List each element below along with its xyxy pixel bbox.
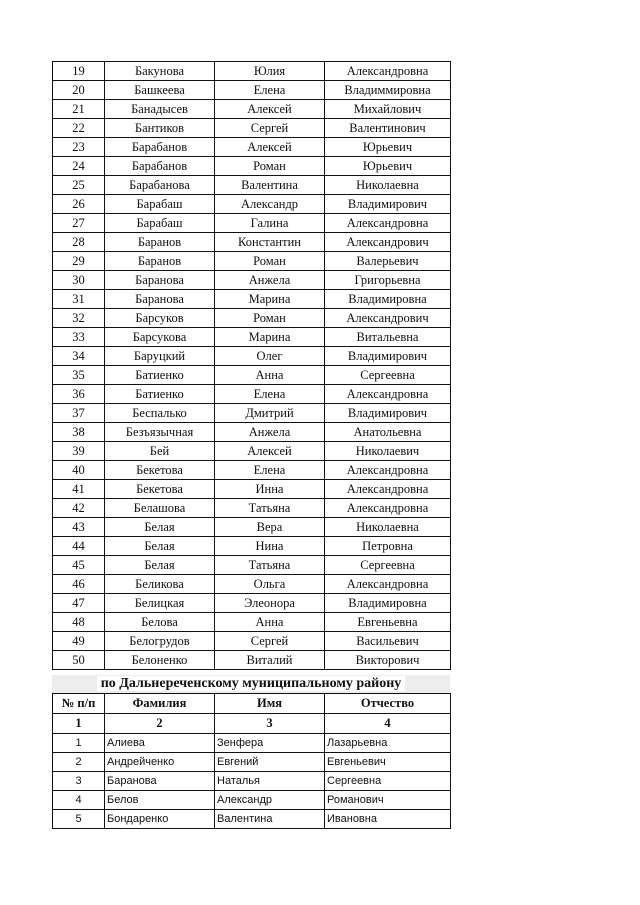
cell-patronymic: Валерьевич (325, 252, 451, 271)
table-row (53, 734, 451, 753)
cell-surname: Барсуков (105, 309, 215, 328)
cell-patronymic: Николаевна (325, 518, 451, 537)
cell-surname: Барабанов (105, 138, 215, 157)
cell-patronymic: Александровна (325, 62, 451, 81)
cell-name: Татьяна (215, 499, 325, 518)
table-row (53, 290, 451, 309)
table-row (53, 423, 451, 442)
cell-surname: Белицкая (105, 594, 215, 613)
cell-number: 28 (53, 233, 105, 252)
cell-number: 33 (53, 328, 105, 347)
table-row (53, 791, 451, 810)
cell-surname: Барсукова (105, 328, 215, 347)
cell-patronymic: Николаевна (325, 176, 451, 195)
cell-surname: Бекетова (105, 461, 215, 480)
cell-name: Валентина (215, 810, 325, 829)
cell-name: Марина (215, 290, 325, 309)
cell-name: Элеонора (215, 594, 325, 613)
cell-number: 49 (53, 632, 105, 651)
cell-number: 25 (53, 176, 105, 195)
cell-surname: Баранов (105, 252, 215, 271)
cell-surname: Бекетова (105, 480, 215, 499)
cell-number: 46 (53, 575, 105, 594)
cell-number: 2 (53, 753, 105, 772)
cell-number: 45 (53, 556, 105, 575)
persons-table-continued (52, 61, 451, 670)
table-row (53, 613, 451, 632)
cell-name: Дмитрий (215, 404, 325, 423)
cell-number: 39 (53, 442, 105, 461)
cell-patronymic: Александрович (325, 309, 451, 328)
cell-name: Вера (215, 518, 325, 537)
cell-number: 4 (53, 791, 105, 810)
cell-name: Сергей (215, 119, 325, 138)
cell-name: Олег (215, 347, 325, 366)
cell-surname: Белашова (105, 499, 215, 518)
cell-name: Александр (215, 195, 325, 214)
table-row (53, 214, 451, 233)
cell-patronymic: Анатольевна (325, 423, 451, 442)
cell-number: 42 (53, 499, 105, 518)
cell-surname: Банадысев (105, 100, 215, 119)
cell-name: Галина (215, 214, 325, 233)
table-row (53, 157, 451, 176)
cell-patronymic: Александровна (325, 214, 451, 233)
cell-surname: Алиева (105, 734, 215, 753)
header-number: № п/п (53, 694, 105, 714)
cell-number: 50 (53, 651, 105, 670)
cell-number: 48 (53, 613, 105, 632)
table-row (53, 347, 451, 366)
table-row (53, 138, 451, 157)
cell-surname: Бей (105, 442, 215, 461)
cell-patronymic: Владимирович (325, 347, 451, 366)
cell-patronymic: Александровна (325, 499, 451, 518)
cell-name: Александр (215, 791, 325, 810)
cell-patronymic: Сергеевна (325, 556, 451, 575)
table-row (53, 499, 451, 518)
cell-name: Евгений (215, 753, 325, 772)
cell-surname: Барабаш (105, 195, 215, 214)
cell-surname: Барабанов (105, 157, 215, 176)
column-number: 1 (53, 714, 105, 734)
cell-patronymic: Григорьевна (325, 271, 451, 290)
cell-name: Юлия (215, 62, 325, 81)
table-row (53, 537, 451, 556)
cell-patronymic: Юрьевич (325, 138, 451, 157)
table-row (53, 442, 451, 461)
cell-name: Алексей (215, 138, 325, 157)
cell-patronymic: Александровна (325, 385, 451, 404)
cell-surname: Барабанова (105, 176, 215, 195)
cell-patronymic: Викторович (325, 651, 451, 670)
cell-name: Роман (215, 309, 325, 328)
table-row (53, 594, 451, 613)
cell-name: Елена (215, 461, 325, 480)
cell-surname: Безъязычная (105, 423, 215, 442)
cell-name: Сергей (215, 632, 325, 651)
table-row (53, 233, 451, 252)
table-row (53, 772, 451, 791)
cell-name: Роман (215, 157, 325, 176)
table-row (53, 81, 451, 100)
cell-number: 19 (53, 62, 105, 81)
cell-name: Елена (215, 385, 325, 404)
cell-surname: Барабаш (105, 214, 215, 233)
cell-surname: Белов (105, 791, 215, 810)
cell-surname: Белоненко (105, 651, 215, 670)
cell-patronymic: Лазарьевна (325, 734, 451, 753)
cell-patronymic: Валентинович (325, 119, 451, 138)
cell-number: 40 (53, 461, 105, 480)
cell-surname: Белая (105, 518, 215, 537)
cell-number: 21 (53, 100, 105, 119)
table-row (53, 404, 451, 423)
header-row (53, 694, 451, 714)
cell-name: Инна (215, 480, 325, 499)
cell-number: 23 (53, 138, 105, 157)
cell-surname: Белогрудов (105, 632, 215, 651)
cell-surname: Баранова (105, 290, 215, 309)
cell-number: 30 (53, 271, 105, 290)
table-row (53, 252, 451, 271)
table-row (53, 100, 451, 119)
table-row (53, 366, 451, 385)
cell-surname: Баруцкий (105, 347, 215, 366)
cell-number: 3 (53, 772, 105, 791)
cell-name: Зенфера (215, 734, 325, 753)
cell-number: 47 (53, 594, 105, 613)
cell-number: 44 (53, 537, 105, 556)
cell-name: Константин (215, 233, 325, 252)
cell-patronymic: Романович (325, 791, 451, 810)
column-number: 3 (215, 714, 325, 734)
section-title-band (52, 675, 450, 693)
cell-patronymic: Евгеньевна (325, 613, 451, 632)
cell-patronymic: Александровна (325, 461, 451, 480)
table-row (53, 195, 451, 214)
cell-surname: Бантиков (105, 119, 215, 138)
cell-surname: Белая (105, 556, 215, 575)
cell-surname: Беликова (105, 575, 215, 594)
cell-number: 27 (53, 214, 105, 233)
cell-patronymic: Владимирович (325, 404, 451, 423)
cell-patronymic: Александровна (325, 575, 451, 594)
cell-number: 35 (53, 366, 105, 385)
table-row (53, 461, 451, 480)
table-row (53, 518, 451, 537)
cell-number: 36 (53, 385, 105, 404)
cell-name: Ольга (215, 575, 325, 594)
cell-surname: Баранова (105, 271, 215, 290)
cell-number: 34 (53, 347, 105, 366)
cell-number: 24 (53, 157, 105, 176)
column-number-row (53, 714, 451, 734)
cell-name: Анна (215, 366, 325, 385)
cell-surname: Батиенко (105, 385, 215, 404)
cell-surname: Беспалько (105, 404, 215, 423)
cell-patronymic: Александрович (325, 233, 451, 252)
cell-name: Роман (215, 252, 325, 271)
header-surname: Фамилия (105, 694, 215, 714)
table-row (53, 575, 451, 594)
cell-name: Анжела (215, 423, 325, 442)
cell-name: Наталья (215, 772, 325, 791)
table-row (53, 385, 451, 404)
cell-name: Алексей (215, 442, 325, 461)
cell-number: 20 (53, 81, 105, 100)
cell-number: 22 (53, 119, 105, 138)
cell-patronymic: Владимировна (325, 290, 451, 309)
header-name: Имя (215, 694, 325, 714)
cell-surname: Белова (105, 613, 215, 632)
cell-patronymic: Михайлович (325, 100, 451, 119)
cell-name: Елена (215, 81, 325, 100)
cell-surname: Баранов (105, 233, 215, 252)
cell-patronymic: Сергеевна (325, 366, 451, 385)
cell-surname: Бакунова (105, 62, 215, 81)
cell-patronymic: Юрьевич (325, 157, 451, 176)
cell-surname: Башкеева (105, 81, 215, 100)
table-row (53, 176, 451, 195)
cell-patronymic: Витальевна (325, 328, 451, 347)
table-row (53, 119, 451, 138)
cell-surname: Бондаренко (105, 810, 215, 829)
table-row (53, 328, 451, 347)
cell-name: Нина (215, 537, 325, 556)
cell-name: Татьяна (215, 556, 325, 575)
cell-number: 41 (53, 480, 105, 499)
cell-number: 5 (53, 810, 105, 829)
cell-number: 37 (53, 404, 105, 423)
header-patronymic: Отчество (325, 694, 451, 714)
cell-patronymic: Александровна (325, 480, 451, 499)
persons-table-dalnerechensk (52, 693, 451, 829)
cell-number: 32 (53, 309, 105, 328)
cell-number: 38 (53, 423, 105, 442)
cell-surname: Батиенко (105, 366, 215, 385)
cell-number: 1 (53, 734, 105, 753)
table-row (53, 651, 451, 670)
cell-patronymic: Петровна (325, 537, 451, 556)
table-row (53, 556, 451, 575)
column-number: 4 (325, 714, 451, 734)
cell-surname: Белая (105, 537, 215, 556)
table-row (53, 309, 451, 328)
cell-patronymic: Владимировна (325, 594, 451, 613)
table-row (53, 271, 451, 290)
cell-surname: Андрейченко (105, 753, 215, 772)
cell-number: 26 (53, 195, 105, 214)
cell-patronymic: Сергеевна (325, 772, 451, 791)
cell-patronymic: Владимирович (325, 195, 451, 214)
cell-patronymic: Николаевич (325, 442, 451, 461)
table-row (53, 632, 451, 651)
table-row (53, 62, 451, 81)
cell-patronymic: Васильевич (325, 632, 451, 651)
cell-name: Валентина (215, 176, 325, 195)
cell-name: Марина (215, 328, 325, 347)
cell-number: 43 (53, 518, 105, 537)
cell-patronymic: Владиммировна (325, 81, 451, 100)
section-title: по Дальнереченскому муниципальному району (97, 676, 406, 691)
table-row (53, 810, 451, 829)
cell-number: 29 (53, 252, 105, 271)
cell-patronymic: Ивановна (325, 810, 451, 829)
table-row (53, 753, 451, 772)
cell-number: 31 (53, 290, 105, 309)
cell-name: Анжела (215, 271, 325, 290)
cell-name: Алексей (215, 100, 325, 119)
cell-patronymic: Евгеньевич (325, 753, 451, 772)
cell-surname: Баранова (105, 772, 215, 791)
cell-name: Анна (215, 613, 325, 632)
cell-name: Виталий (215, 651, 325, 670)
table-row (53, 480, 451, 499)
column-number: 2 (105, 714, 215, 734)
